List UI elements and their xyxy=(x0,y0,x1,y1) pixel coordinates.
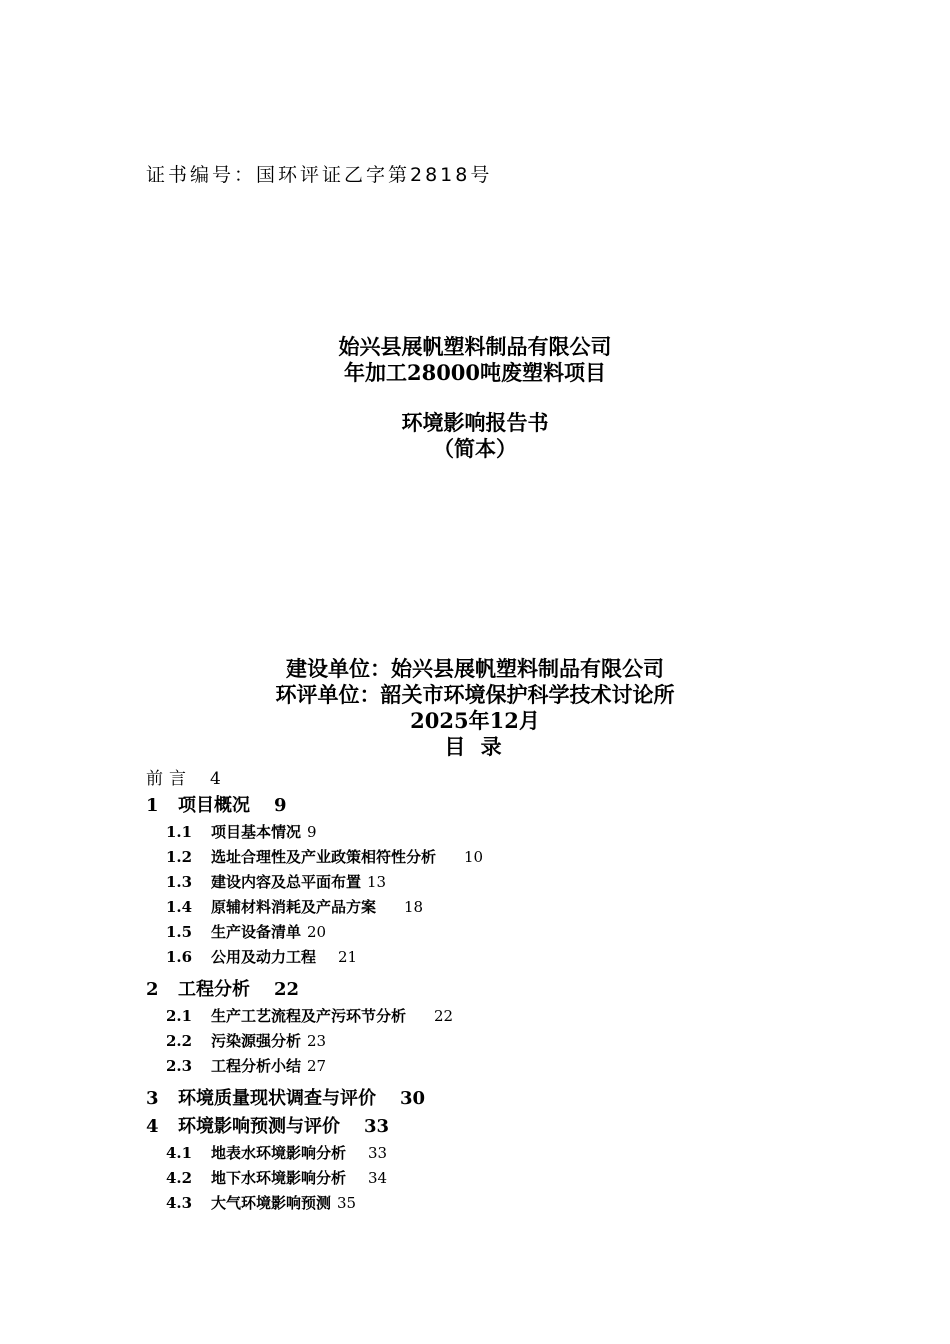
organization-info xyxy=(0,656,950,760)
toc-section-number: 1.4 xyxy=(166,898,193,916)
toc-section-number: 1.1 xyxy=(166,823,193,841)
project-name: 年加工28000吨废塑料项目 xyxy=(343,360,607,385)
toc-chapter-title: 项目概况 xyxy=(178,795,250,816)
toc-section[interactable] xyxy=(146,1029,846,1054)
toc-section-title: 建设内容及总平面布置 xyxy=(211,873,362,891)
toc-chapter-number: 4 xyxy=(146,1116,159,1137)
toc-chapter[interactable] xyxy=(146,1113,846,1141)
toc-section-number: 1.6 xyxy=(166,948,193,966)
toc-section-title: 选址合理性及产业政策相符性分析 xyxy=(211,848,437,866)
toc-section-title: 工程分析小结 xyxy=(211,1057,302,1075)
report-title xyxy=(0,334,950,462)
toc-chapter-page: 30 xyxy=(400,1088,426,1109)
toc-section-number: 2.1 xyxy=(166,1007,193,1025)
toc-chapter-number: 2 xyxy=(146,979,159,1000)
toc-preface[interactable] xyxy=(146,766,846,792)
toc-section-page: 34 xyxy=(368,1169,388,1187)
toc-section[interactable] xyxy=(146,1191,846,1216)
report-type: 环境影响报告书 xyxy=(401,410,549,435)
toc-section-title: 生产工艺流程及产污环节分析 xyxy=(211,1007,407,1025)
toc-section-title: 原辅材料消耗及产品方案 xyxy=(211,898,377,916)
toc-preface-label: 前言 xyxy=(146,769,192,789)
toc-section-page: 9 xyxy=(307,823,317,841)
toc-section[interactable] xyxy=(146,1004,846,1029)
toc-section-title: 公用及动力工程 xyxy=(211,948,317,966)
toc-chapter-title: 环境影响预测与评价 xyxy=(178,1116,340,1137)
toc-section[interactable] xyxy=(146,1166,846,1191)
toc-section-number: 4.3 xyxy=(166,1194,193,1212)
toc-section[interactable] xyxy=(146,1141,846,1166)
toc-section[interactable] xyxy=(146,1054,846,1079)
toc-chapter-page: 9 xyxy=(274,795,287,816)
company-name: 始兴县展帆塑料制品有限公司 xyxy=(338,334,612,359)
toc-section-page: 21 xyxy=(338,948,358,966)
toc-section-number: 1.2 xyxy=(166,848,193,866)
table-of-contents xyxy=(146,766,846,1216)
toc-chapter[interactable] xyxy=(146,976,846,1004)
toc-section[interactable] xyxy=(146,945,846,970)
builder-unit: 建设单位：始兴县展帆塑料制品有限公司 xyxy=(286,656,664,681)
toc-chapter[interactable] xyxy=(146,1085,846,1113)
toc-chapter-page: 22 xyxy=(274,979,300,1000)
report-edition: （简本） xyxy=(433,436,517,461)
toc-chapter-number: 1 xyxy=(146,795,159,816)
assessor-unit: 环评单位：韶关市环境保护科学技术讨论所 xyxy=(275,682,675,707)
toc-section-page: 20 xyxy=(307,923,327,941)
toc-section-page: 13 xyxy=(367,873,387,891)
toc-section-number: 1.5 xyxy=(166,923,193,941)
toc-section-number: 4.1 xyxy=(166,1144,193,1162)
toc-section-page: 22 xyxy=(434,1007,454,1025)
toc-chapter[interactable] xyxy=(146,792,846,820)
toc-chapter-title: 环境质量现状调查与评价 xyxy=(178,1088,376,1109)
toc-section-page: 27 xyxy=(307,1057,327,1075)
toc-section-title: 大气环境影响预测 xyxy=(211,1194,332,1212)
toc-section-number: 2.3 xyxy=(166,1057,193,1075)
toc-section-number: 1.3 xyxy=(166,873,193,891)
toc-section-number: 4.2 xyxy=(166,1169,193,1187)
certificate-number: 证书编号：国环评证乙字第2818号 xyxy=(146,164,493,186)
toc-section-page: 35 xyxy=(337,1194,357,1212)
toc-preface-page: 4 xyxy=(210,769,221,789)
toc-section-title: 项目基本情况 xyxy=(211,823,302,841)
toc-chapter-title: 工程分析 xyxy=(178,979,250,1000)
toc-section-page: 33 xyxy=(368,1144,388,1162)
toc-section-title: 生产设备清单 xyxy=(211,923,302,941)
toc-section-title: 地表水环境影响分析 xyxy=(211,1144,347,1162)
toc-section[interactable] xyxy=(146,895,846,920)
toc-section-title: 地下水环境影响分析 xyxy=(211,1169,347,1187)
toc-chapter-page: 33 xyxy=(364,1116,390,1137)
toc-section-page: 10 xyxy=(464,848,484,866)
toc-section[interactable] xyxy=(146,820,846,845)
report-date: 2025年12月 xyxy=(410,708,540,733)
toc-heading: 目 录 xyxy=(444,734,506,759)
toc-chapter-number: 3 xyxy=(146,1088,159,1109)
toc-section[interactable] xyxy=(146,845,846,870)
toc-section[interactable] xyxy=(146,920,846,945)
toc-section-page: 18 xyxy=(404,898,424,916)
toc-section-number: 2.2 xyxy=(166,1032,193,1050)
toc-section-page: 23 xyxy=(307,1032,327,1050)
toc-section-title: 污染源强分析 xyxy=(211,1032,302,1050)
toc-section[interactable] xyxy=(146,870,846,895)
